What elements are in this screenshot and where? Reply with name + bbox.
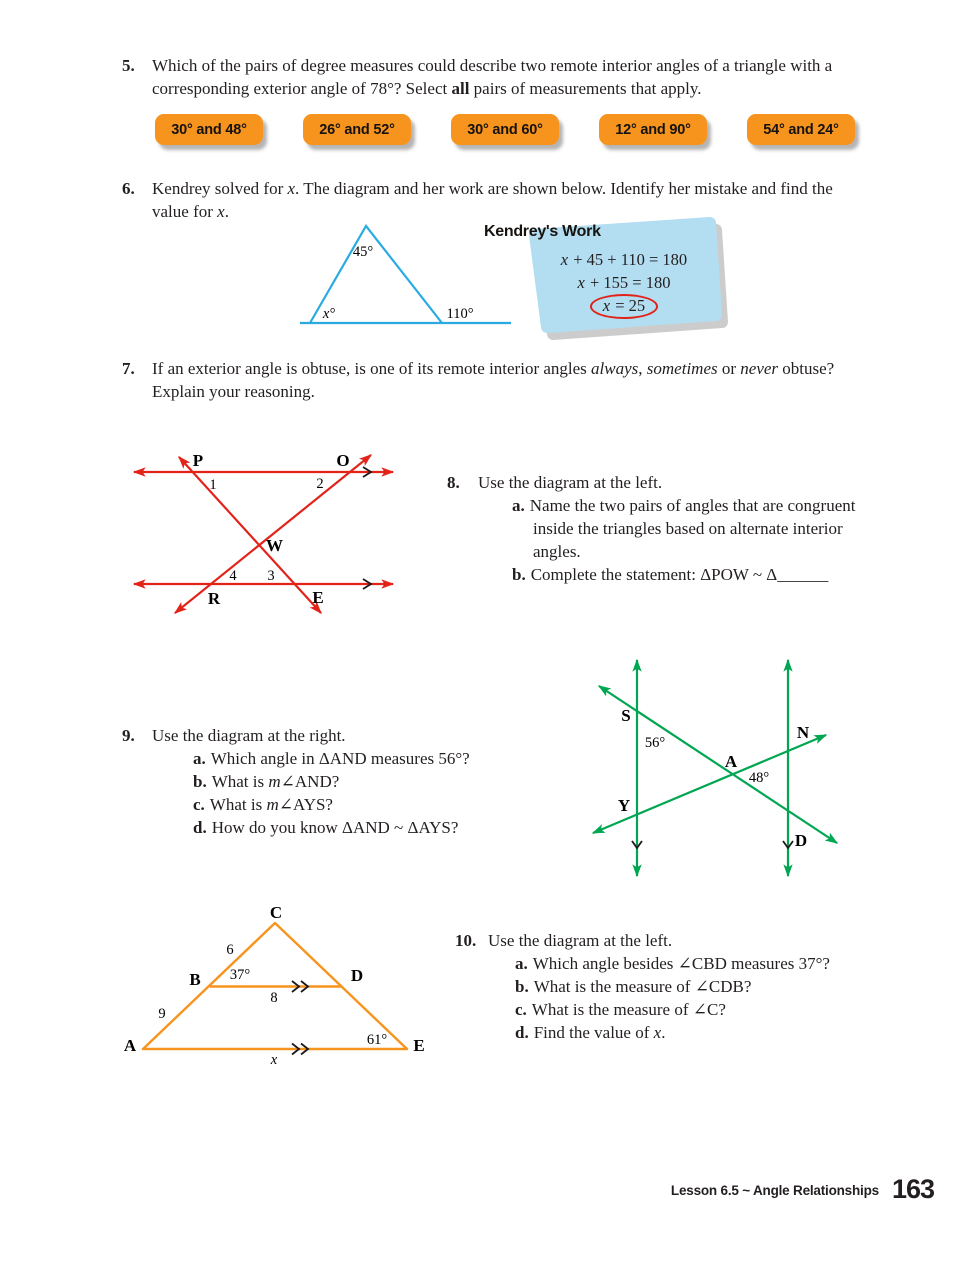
- point-e-label: E: [312, 588, 324, 607]
- answer-choice-5[interactable]: 54° and 24°: [747, 114, 855, 145]
- answer-choice-2[interactable]: 26° and 52°: [303, 114, 411, 145]
- angle-61-label: 61°: [366, 1032, 388, 1048]
- item-d-text: Find the value of: [533, 1023, 654, 1042]
- question-6-text-1a: Kendrey solved for: [152, 179, 288, 198]
- question-6-text-2a: value for: [152, 202, 218, 221]
- question-8-intro: [447, 471, 947, 494]
- angle-48-label: 48°: [748, 770, 770, 786]
- item-b-text: Complete the statement: ΔPOW ~ Δ______: [530, 565, 829, 584]
- answer-choice-1[interactable]: 30° and 48°: [155, 114, 263, 145]
- angle-37-label: 37°: [229, 967, 251, 983]
- footer-page-number: 163: [891, 1174, 934, 1204]
- question-7-line-2: Explain your reasoning.: [152, 382, 315, 401]
- question-6-text-2b: .: [224, 202, 229, 221]
- item-a-text: Which angle in ΔAND measures 56°?: [210, 749, 470, 768]
- item-a-label: a.: [512, 496, 525, 515]
- question-8-intro-text: Use the diagram at the left.: [478, 473, 663, 492]
- question-7-text-1a: If an exterior angle is obtuse, is one of its remote interior angles: [152, 359, 592, 378]
- answer-choice-4[interactable]: 12° and 90°: [599, 114, 707, 145]
- point-p-label: P: [192, 451, 204, 470]
- question-5-text-2b: pairs of measurements that apply.: [469, 79, 702, 98]
- item-a-text: Which angle besides ∠CBD measures 37°?: [532, 954, 830, 973]
- question-7-text-1c: or: [717, 359, 741, 378]
- item-b-label: b.: [515, 977, 529, 996]
- work-equation-3: [542, 294, 706, 319]
- angle-3-label: 3: [267, 568, 275, 584]
- question-10-item-a: [515, 952, 947, 975]
- item-b-text-2: ∠AND?: [280, 772, 340, 791]
- item-d-text-2: .: [661, 1023, 666, 1042]
- point-a-label: A: [724, 752, 738, 771]
- question-7: [122, 357, 952, 403]
- question-7-number: 7.: [122, 359, 135, 378]
- item-b-label: b.: [193, 772, 207, 791]
- question-5-text-2a: corresponding exterior angle of 78°? Select: [152, 79, 452, 98]
- side-bc-length-label: 6: [226, 942, 234, 958]
- transversal-sd: [599, 686, 837, 843]
- item-b-text: What is the measure of ∠CDB?: [533, 977, 752, 996]
- work-equation-2: [542, 272, 706, 295]
- question-5-line-2: [152, 77, 952, 100]
- question-5-number: 5.: [122, 56, 135, 75]
- point-s-label: S: [621, 706, 631, 725]
- question-10-item-c: [515, 998, 947, 1021]
- and-ays-lines-diagram: [578, 648, 870, 890]
- question-8-item-b: [512, 563, 947, 586]
- left-angle-label: x°: [322, 306, 336, 322]
- question-5-text-bold: all: [451, 79, 470, 98]
- point-c-label: C: [269, 903, 283, 922]
- question-7-line-1: [122, 357, 952, 380]
- item-c-text: What is: [209, 795, 267, 814]
- exterior-angle-label: 110°: [446, 306, 474, 322]
- question-6-line-1: [122, 177, 952, 200]
- question-5-line-1: [122, 54, 952, 77]
- transversal-ro: [175, 455, 371, 613]
- item-c-text: What is the measure of ∠C?: [531, 1000, 726, 1019]
- question-6-number: 6.: [122, 179, 135, 198]
- eq1-rest: + 45 + 110 = 180: [569, 250, 688, 269]
- question-9: [122, 724, 592, 839]
- item-c-text-2: ∠AYS?: [278, 795, 333, 814]
- point-w-label: W: [266, 536, 283, 555]
- item-a-text-3: angles.: [533, 542, 581, 561]
- item-b-var-m: m: [268, 772, 281, 791]
- eq3-var: x: [602, 296, 611, 315]
- question-10-intro-text: Use the diagram at the left.: [488, 931, 673, 950]
- question-7-italic-always: always: [591, 359, 639, 378]
- item-b-text: What is: [211, 772, 269, 791]
- question-10-item-d: [515, 1021, 947, 1044]
- question-7-text-1b: ,: [638, 359, 647, 378]
- circled-answer: [590, 294, 658, 319]
- question-9-item-a: [193, 747, 592, 770]
- eq3-rest: = 25: [611, 296, 646, 315]
- item-a-label: a.: [193, 749, 206, 768]
- question-8: [447, 471, 947, 586]
- kendrey-work-title: Kendrey's Work: [484, 223, 601, 240]
- question-10-item-b: [515, 975, 947, 998]
- side-ab-length-label: 9: [158, 1006, 166, 1022]
- question-7-italic-sometimes: sometimes: [646, 359, 718, 378]
- question-9-item-c: [193, 793, 592, 816]
- question-7-text-1d: obtuse?: [778, 359, 835, 378]
- angle-2-label: 2: [316, 476, 324, 492]
- point-a-label: A: [123, 1036, 137, 1055]
- answer-choices-row: [155, 114, 855, 145]
- item-a-text-1: Name the two pairs of angles that are congruent: [529, 496, 856, 515]
- point-o-label: O: [336, 451, 350, 470]
- question-8-item-a: [512, 494, 947, 517]
- question-6-text-1b: . The diagram and her work are shown below. Identify her mistake and find the: [295, 179, 833, 198]
- question-10: [447, 929, 947, 1044]
- question-5-text-1: Which of the pairs of degree measures could describe two remote interior angles of a triangle with a: [152, 56, 833, 75]
- work-equation-1: [542, 249, 706, 272]
- point-d-label: D: [350, 966, 364, 985]
- question-9-item-b: [193, 770, 592, 793]
- item-a-label: a.: [515, 954, 528, 973]
- question-9-intro-text: Use the diagram at the right.: [152, 726, 346, 745]
- question-8-number: 8.: [447, 473, 460, 492]
- question-9-item-d: [193, 816, 592, 839]
- page-footer: [670, 1174, 934, 1204]
- point-e-label: E: [413, 1036, 425, 1055]
- question-9-intro: [122, 724, 592, 747]
- kendrey-work-equations: [542, 249, 706, 319]
- item-d-label: d.: [515, 1023, 529, 1042]
- transversal-pe: [179, 457, 324, 613]
- item-c-var-m: m: [266, 795, 279, 814]
- angle-56-label: 56°: [644, 735, 666, 751]
- item-d-label: d.: [193, 818, 207, 837]
- pow-re-parallel-lines-diagram: [120, 438, 412, 630]
- point-b-label: B: [189, 970, 201, 989]
- item-c-label: c.: [193, 795, 205, 814]
- side-ae-variable-label: x: [270, 1052, 278, 1068]
- similar-triangles-diagram: [112, 896, 444, 1074]
- item-a-text-2: inside the triangles based on alternate interior: [533, 519, 843, 538]
- eq2-rest: + 155 = 180: [585, 272, 671, 292]
- question-5: [122, 54, 952, 100]
- angle-4-label: 4: [229, 568, 237, 584]
- point-r-label: R: [207, 589, 221, 608]
- point-y-label: Y: [617, 796, 631, 815]
- answer-choice-3[interactable]: 30° and 60°: [451, 114, 559, 145]
- item-d-var-x: x: [653, 1023, 662, 1042]
- item-b-label: b.: [512, 565, 526, 584]
- item-d-text: How do you know ΔAND ~ ΔAYS?: [211, 818, 459, 837]
- point-n-label: N: [796, 723, 810, 742]
- eq1-var: x: [560, 250, 569, 269]
- question-6-var-x2: x: [217, 202, 225, 221]
- eq2-var: x: [577, 272, 585, 292]
- question-10-intro: [455, 929, 947, 952]
- question-6-var-x: x: [287, 179, 296, 198]
- question-7-italic-never: never: [740, 359, 779, 378]
- question-9-number: 9.: [122, 726, 135, 745]
- transversal-yn: [593, 735, 826, 833]
- question-10-number: 10.: [455, 931, 477, 950]
- side-bd-length-label: 8: [270, 990, 278, 1006]
- footer-lesson-title: Lesson 6.5 ~ Angle Relationships: [670, 1183, 879, 1198]
- item-c-label: c.: [515, 1000, 527, 1019]
- apex-angle-label: 45°: [352, 244, 374, 260]
- point-d-label: D: [794, 831, 808, 850]
- angle-1-label: 1: [209, 477, 217, 493]
- kendrey-work-callout: [468, 213, 734, 349]
